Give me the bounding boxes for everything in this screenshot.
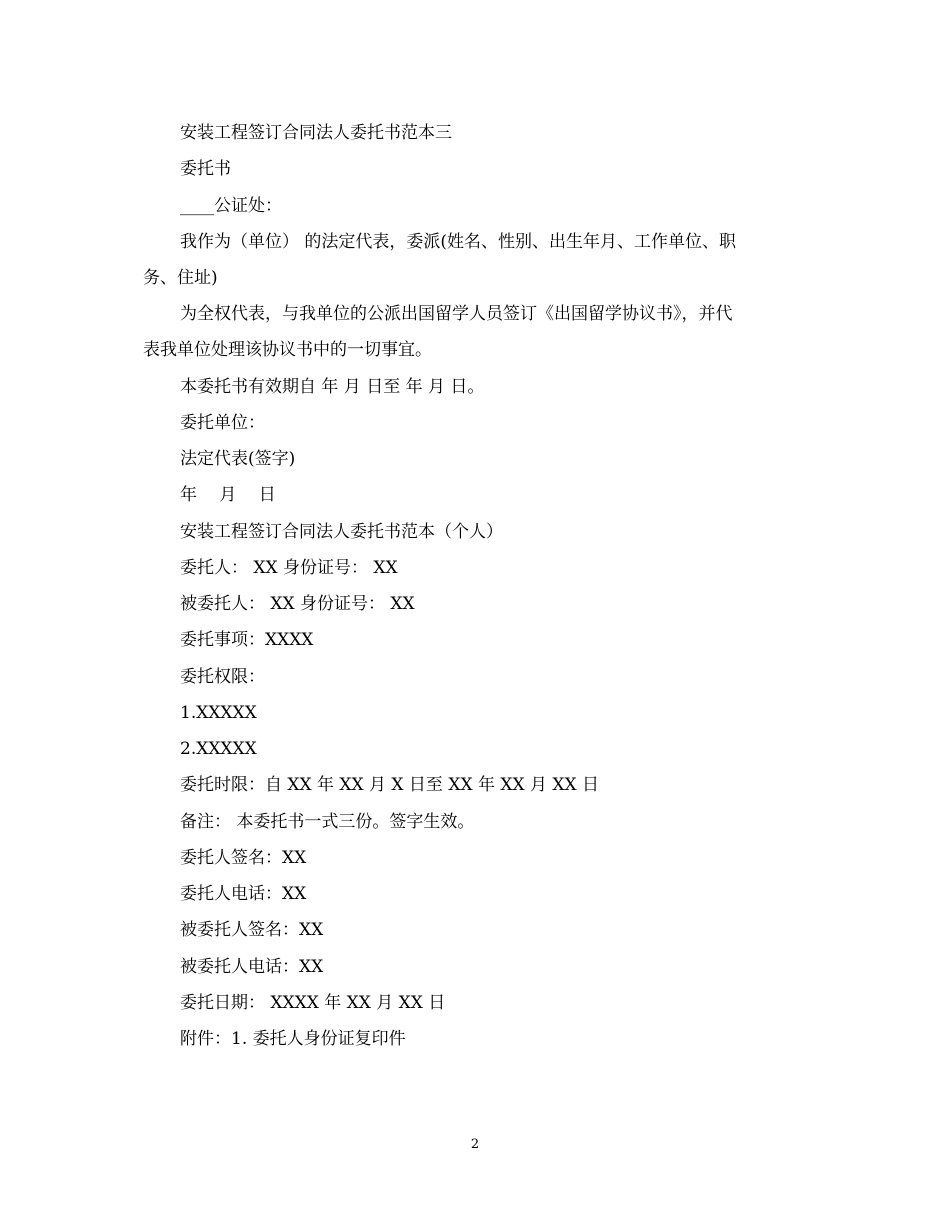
agent-signature-line: 被委托人签名：XX: [180, 920, 324, 940]
validity-period-line: 本委托书有效期自 年 月 日至 年 月 日。: [180, 377, 485, 397]
entrusted-matter-line: 委托事项：XXXX: [180, 630, 314, 650]
body-paragraph-line: 为全权代表，与我单位的公派出国留学人员签订《出国留学协议书》，并代: [180, 304, 733, 324]
authority-item: 2.XXXXX: [180, 739, 257, 759]
body-paragraph-line: 我作为（单位） 的法定代表，委派(姓名、性别、出生年月、工作单位、职: [180, 232, 737, 252]
principal-signature-line: 委托人签名：XX: [180, 848, 307, 868]
body-paragraph-line: 务、住址): [143, 268, 218, 288]
authority-scope-heading: 委托权限：: [180, 667, 265, 687]
principal-phone-line: 委托人电话：XX: [180, 884, 307, 904]
legal-representative-signature-line: 法定代表(签字): [180, 449, 296, 469]
entrustment-term-line: 委托时限：自 XX 年 XX 月 X 日至 XX 年 XX 月 XX 日: [180, 775, 599, 795]
addressee-line: ____公证处：: [180, 196, 282, 216]
letter-heading: 委托书: [180, 159, 231, 179]
section-title-personal: 安装工程签订合同法人委托书范本（个人）: [180, 522, 503, 542]
attachment-line: 附件：1. 委托人身份证复印件: [180, 1029, 406, 1049]
date-line: 年 月 日: [180, 485, 276, 505]
agent-phone-line: 被委托人电话：XX: [180, 957, 324, 977]
entrustment-date-line: 委托日期： XXXX 年 XX 月 XX 日: [180, 993, 446, 1013]
principal-line: 委托人： XX 身份证号： XX: [180, 558, 398, 578]
body-paragraph-line: 表我单位处理该协议书中的一切事宜。: [143, 340, 432, 360]
authority-item: 1.XXXXX: [180, 703, 257, 723]
section-title-sample-three: 安装工程签订合同法人委托书范本三: [180, 123, 452, 143]
entrusting-unit-line: 委托单位：: [180, 413, 265, 433]
agent-line: 被委托人： XX 身份证号： XX: [180, 594, 415, 614]
page-number: 2: [470, 1137, 480, 1152]
remarks-line: 备注： 本委托书一式三份。签字生效。: [180, 812, 475, 832]
